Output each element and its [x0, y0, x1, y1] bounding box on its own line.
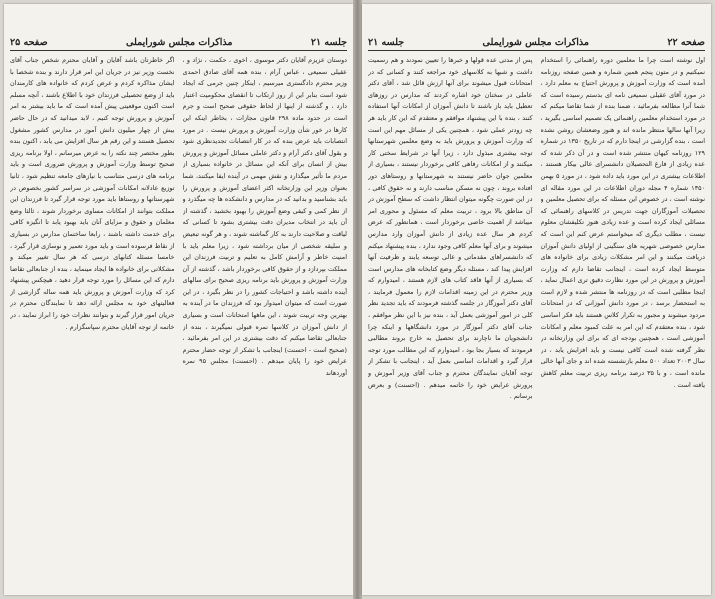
left-session-number: جلسه ۲۱: [310, 36, 347, 48]
left-page-right-column-text: دوستان عزیزم آقایان دکتر موسوی ، اخوی ، حکمت ، نژاد و ، عقیلی سمیعی ، عباس آرام ، بنده همه آقای صادق احمدی وزیر محترم دادگستری میرسیم ، اینکار چنین جرمی که ایجاد شود است بنابر این از روز ارتکاب تا انقضای محکومیت اعتبار دارد ، و گذشته از اینها از لحاظ حقوقی صحیح است و جرم است در حدود ماده ۲۹۸ قانون مجازات ، بخاطر اینکه این کارها در خور شأن وزارت آموزش و پرورش نیست . در مورد انتصابات باید عرض بنده که در کار انتصابات تجدیدنظری شود و بقول آقای دکتر آرام و دکتر عاملی مسائل آموزش و پرورش بیش از انسان برای آنکه این مسائل در خانواده بسیاری از مردم ما تأثیر میگذارد و نقش مهمی در آینده ایفا میکنند، شما بعنوان وزیر این وزارتخانه اکثر اعضای آموزش و پرورش را باید بشناسید و بدانید که در مدارس و دانشکده ها چه میگذرد و از نظر کمی و کیفی وضع آموزش را بهبود بخشید ، گذشته از آن باید در انتخاب مدیران دقت بیشتری بشود تا کسانی که لیاقت و صلاحیت دارند به کار گماشته شوند ، و هر گونه تبعیض و سلیقه شخصی از میان برداشته شود ، زیرا معلم باید با امنیت خاطر و آرامش کامل به تعلیم و تربیت فرزندان این مملکت بپردازد و از حقوق کافی برخوردار باشد ، گذشته از آن وزارت آموزش و پرورش باید برنامه ریزی صحیح برای سالهای آینده داشته باشد و احتیاجات کشور را در نظر بگیرد ، در این صورت است که میتوان امیدوار بود که فرزندان ما در آینده به بهترین وجه تربیت شوند ، این ماهها امتحانات است و بسیاری از دانش آموزان در کلاسها نمره قبولی نمیگیرند ، بنده از جنابعالی تقاضا میکنم که دقت بیشتری در این امر بفرمائید ، (صحیح است - احسنت) اینجانب با تشکر از توجه حضار محترم عرایض خود را پایان میدهم . (احسنت) مجلس ۹۵ نمره آوردهاند: [182, 56, 347, 378]
right-page-right-column-text: اول نوشته است چرا ما معلمین دوره راهنمائی را استخدام نمیکنیم و در متون پنجم همین شماره و همین صفحه روزنامه آمده است که وزارت آموزش و پرورش احتیاج به معلم دارد ، در مورد آقای عقیلی سمیعی نامه ای بدستم رسیده است که شما آنرا مطالعه بفرمائید ، ضمنا بنده از شما تقاضا میکنم که در مورد استخدام معلمین راهنمائی یک تصمیم اساسی بگیرید ، زیرا آنها سالها منتظر مانده اند و هنوز وضعشان روشن نشده است ، بنده گزارشی در اینجا دارم که در تاریخ ۱۳۵۰ در شماره ۱۲۹ روزنامه کیهان منتشر شده است و در آن ذکر شده که عده زیادی از فارغ التحصیلان دانشسرای عالی بیکار هستند ، اطلاعات بیشتری در این مورد باید داده شود ، در مورد ۵ بهمن ۱۳۵۰ شماره ۴ مجله دوران اطلاعات در این مورد مقاله ای نوشته است ، در خصوص این مسئله که برای تحصیل معلمین و تحصیلات آموزگاران جهت تدریس در کلاسهای راهنمائی که مسائلی ایجاد کرده است و عده زیادی هنوز تکلیفشان معلوم نیست ، مطلب دیگری که میخواستم عرض کنم این است که مدارس خصوصی شهریه های سنگینی از اولیای دانش آموزان دریافت میکنند و این امر مشکلات زیادی برای خانواده های متوسط ایجاد کرده است ، اینجانب تقاضا دارم که وزارت آموزش و پرورش در این مورد نظارت دقیق تری اعمال نماید ، اینجا مطلبی است که در روزنامه ها منتشر شده و لازم است به استحضار برسد ، در مورد دانش آموزانی که در امتحانات مردود میشوند و مجبور به تکرار کلاس هستند باید فکر اساسی شود ، بنده معتقدم که این امر به علت کمبود معلم و امکانات آموزشی است ، همچنین بودجه ای که برای این وزارتخانه در نظر گرفته شده است کافی نیست و باید افزایش یابد ، در سال ۲۰۰۳ تعداد ۵۰۰ معلم بازنشسته شده اند و جای آنها خالی مانده است ، و با ۳۵ درصد برنامه ریزی تربیت معلم کاهش یافته است .: [540, 56, 705, 389]
right-running-title: مذاکرات مجلس شورایملی: [482, 36, 589, 48]
book-spine: [353, 0, 362, 599]
right-page-columns: [368, 55, 705, 587]
left-page-number: صفحه ۲۵: [10, 36, 48, 48]
left-page-left-column-text: اگر خاطرتان باشد آقایان و آقایان محترم شخص جناب آقای نخست وزیر نیز در جریان این امر قرار دارند و بنده شخصا با ایشان مذاکره کردم و عرض کردم که خانواده های کارمندان باید از وضع تحصیلی فرزندان خود با اطلاع باشند ، آنچه مسلم است اکنون موقعیتی پیش آمده است که ما باید بیشتر به امر آموزش و پرورش توجه کنیم ، لابد میدانید که در حال حاضر بیش از چهار میلیون دانش آموز در مدارس کشور مشغول تحصیل هستند و این رقم هر سال افزایش می یابد ، اکنون بنده بطور مختصر چند نکته را به عرض میرسانم ، اولا برنامه ریزی صحیح توسط وزارت آموزش و پرورش ضروری است و باید برنامه های درسی متناسب با نیازهای جامعه تنظیم شود ، ثانیا توزیع عادلانه امکانات آموزشی در سراسر کشور بخصوص در شهرستانها و روستاها باید مورد توجه قرار گیرد تا فرزندان این مملکت بتوانند از امکانات مساوی برخوردار شوند ، ثالثا وضع معلمان و حقوق و مزایای آنان باید بهبود یابد تا انگیزه کافی برای خدمت داشته باشند ، رابعا ساختمان مدارس در بسیاری از نقاط فرسوده است و باید مورد تعمیر و نوسازی قرار گیرد ، خامسا مسئله کتابهای درسی که هر سال تغییر میکند و مشکلاتی برای خانواده ها ایجاد مینماید ، بنده از جنابعالی تقاضا دارم که این مسائل را مورد توجه قرار دهید ، هیچکس پیشنهاد کرد که وزارت آموزش و پرورش باید همه ساله گزارشی از فعالیتهای خود به مجلس ارائه دهد تا نمایندگان محترم در جریان امور قرار گیرند و بتوانند نظرات خود را ابراز نمایند ، در خاتمه از توجه آقایان محترم سپاسگزارم .: [10, 56, 175, 331]
right-session-number: جلسه ۲۱: [368, 36, 405, 48]
right-page-right-column: [541, 55, 706, 587]
right-page-left-column-text: پس از مدتی عده قولها و خبرها را تعیین نمودند و هم رسمیت داشت و شبها به کلاسهای خود مراجعه کنند و کسانی که در امتحانات قبول میشوند برای آنها ارزش قائل شد ، آقای دکتر عاملی در سخنان خود اشاره کردند که مدارس در روزهای تعطیل باید باز باشند تا دانش آموزان از امکانات آنها استفاده کنند ، بنده با این پیشنهاد موافقم و معتقدم که این کار باید هر چه زودتر عملی شود ، همچنین یکی از مسائل مهم این است که وزارت آموزش و پرورش باید به وضع معلمین شهرستانها توجه بیشتری مبذول دارد ، زیرا آنها در شرایط سختی کار میکنند و از امکانات رفاهی کافی برخوردار نیستند ، بسیاری از معلمین جوان حاضر نیستند به شهرستانها و روستاهای دور افتاده بروند ، چون نه مسکن مناسب دارند و نه حقوق کافی ، در این صورت چگونه میتوان انتظار داشت که سطح آموزش در آن مناطق بالا برود ، تربیت معلم که مسئول و محوری امر میباشد از اهمیت خاصی برخوردار است ، همانطور که عرض کردم هر سال عده زیادی از دانش آموزان وارد مدارس میشوند و برای آنها معلم کافی وجود ندارد ، بنده پیشنهاد میکنم که دانشسراهای مقدماتی و عالی توسعه یابند و ظرفیت آنها افزایش پیدا کند ، مسئله دیگر وضع کتابخانه های مدارس است که بسیاری از آنها فاقد کتاب های لازم هستند ، امیدوارم که وزیر محترم در این زمینه اقدامات لازم را معمول فرمایند ، آقای دکتر آموزگار در جلسه گذشته فرمودند که باید تجدید نظر کلی در امور آموزشی بعمل آید ، بنده نیز با این نظر موافقم ، جناب آقای دکتر آموزگار در مورد دانشگاهها و اینکه چرا دانشجویان ما ناچارند برای تحصیل به خارج بروند مطالبی فرمودند که بسیار بجا بود ، امیدوارم که این مطالب مورد توجه قرار گیرد و اقدامات اساسی بعمل آید ، اینجانب با تشکر از توجه آقایان نمایندگان محترم و جناب آقای وزیر آموزش و پرورش عرایض خود را خاتمه میدهم . (احسنت) و بعرض برسانم .: [368, 56, 533, 401]
left-page-header: [10, 34, 347, 51]
right-page: [362, 4, 711, 595]
left-page-columns: [10, 55, 347, 587]
right-page-header: [368, 34, 705, 51]
left-running-title: مذاکرات مجلس شورایملی: [126, 36, 233, 48]
left-page-right-column: [183, 55, 348, 587]
right-page-number: صفحه ۲۲: [667, 36, 705, 48]
left-page: [4, 4, 353, 595]
left-page-left-column: [10, 55, 175, 587]
right-page-left-column: [368, 55, 533, 587]
